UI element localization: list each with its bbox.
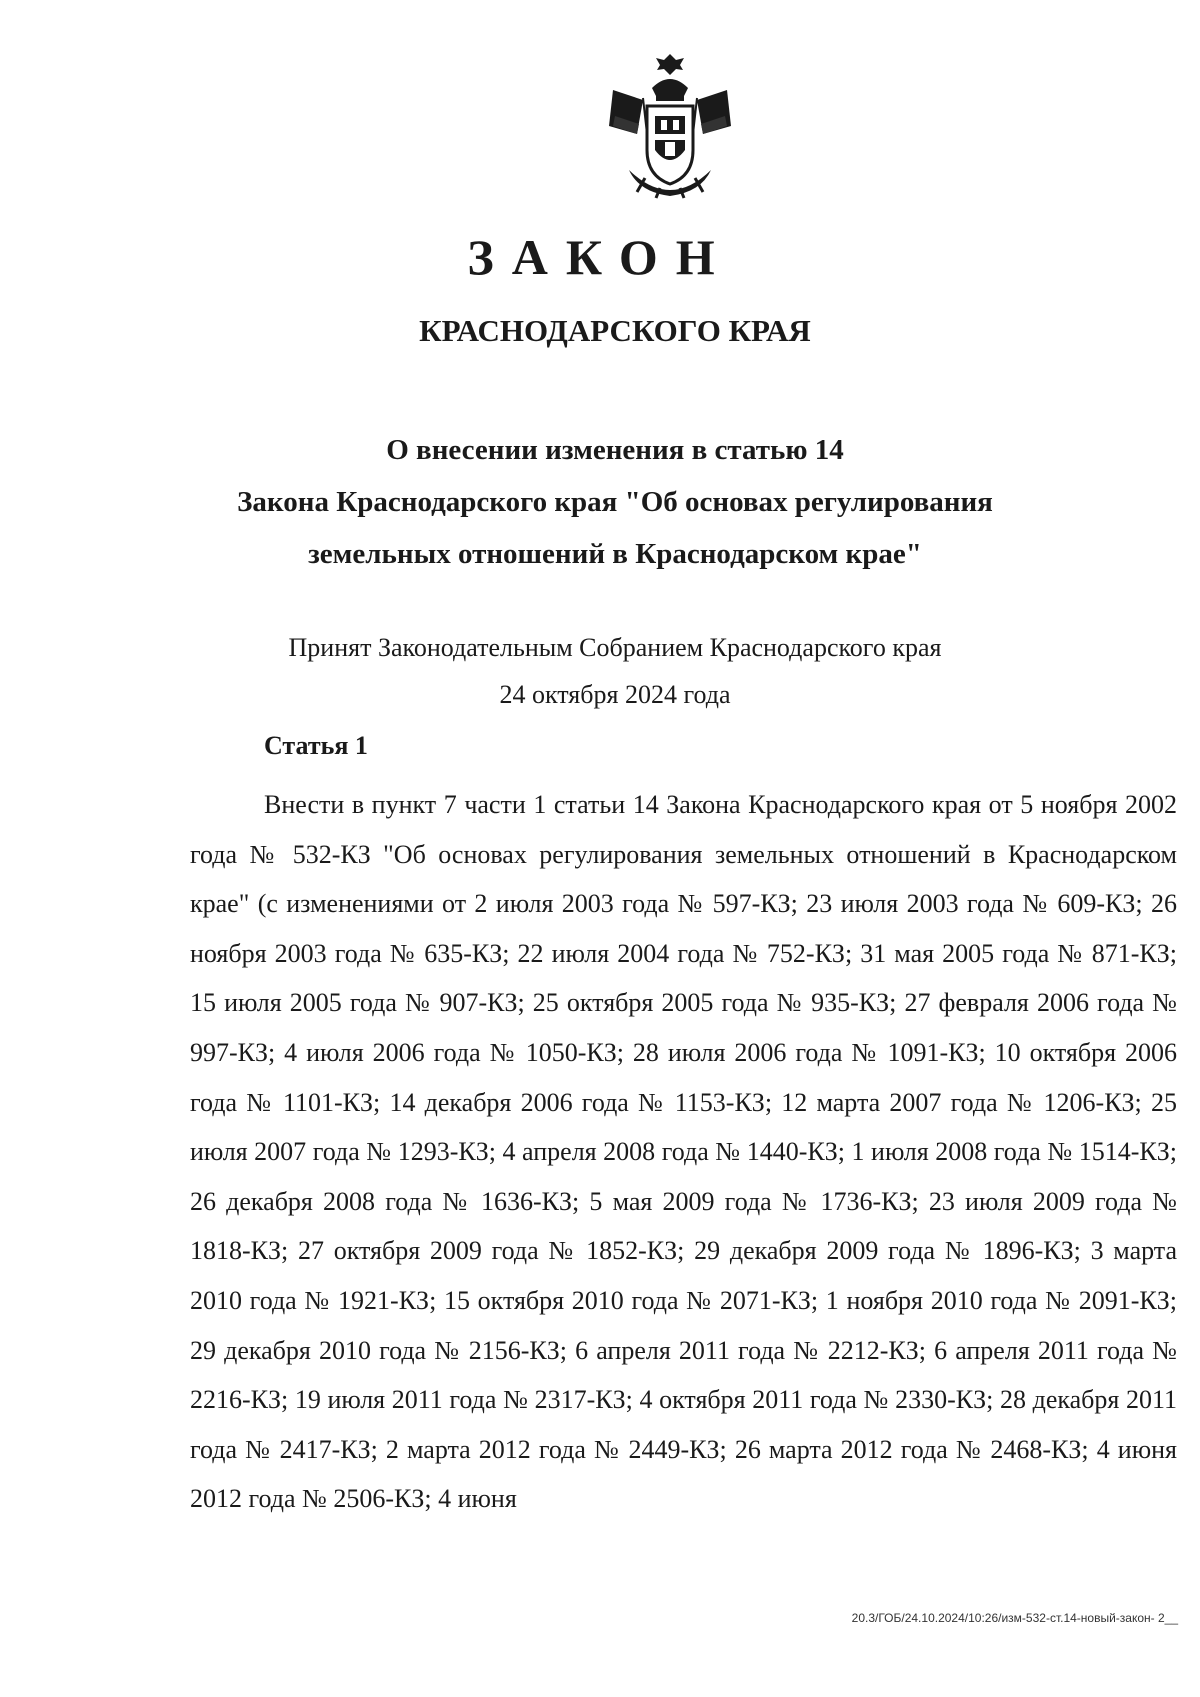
subject-line: земельных отношений в Краснодарском крае" [308,538,922,570]
adoption-date: 24 октября 2024 года [499,680,731,709]
coat-of-arms-emblem [605,50,735,200]
subject-line: Закона Краснодарского края "Об основах регулирования [237,486,993,518]
adoption-info [0,624,1200,718]
document-code: 20.3/ГОБ/24.10.2024/10:26/изм-532-ст.14-новый-закон- 2__ [851,1611,1178,1625]
article-title: Статья 1 [264,731,368,760]
article-text: Внести в пункт 7 части 1 статьи 14 Закона Краснодарского края от 5 ноября 2002 года № 532-КЗ "Об основах регулирования земельных отношений в Краснодарском крае" (с изменениями от 2 июля 2003 года № 597-КЗ; 23 июля 2003 года № 609-КЗ; 26 ноября 2003 года № 635-КЗ; 22 июля 2004 года № 752-КЗ; 31 мая 2005 года № 871-КЗ; 15 июля 2005 года № 907-КЗ; 25 октября 2005 года № 935-КЗ; 27 февраля 2006 года № 997-КЗ; 4 июля 2006 года № 1050-КЗ; 28 июля 2006 года № 1091-КЗ; 10 октября 2006 года № 1101-КЗ; 14 декабря 2006 года № 1153-КЗ; 12 марта 2007 года № 1206-КЗ; 25 июля 2007 года № 1293-КЗ; 4 апреля 2008 года № 1440-КЗ; 1 июля 2008 года № 1514-КЗ; 26 декабря 2008 года № 1636-КЗ; 5 мая 2009 года № 1736-КЗ; 23 июля 2009 года № 1818-КЗ; 27 октября 2009 года № 1852-КЗ; 29 декабря 2009 года № 1896-КЗ; 3 марта 2010 года № 1921-КЗ; 15 октября 2010 года № 2071-КЗ; 1 ноября 2010 года № 2091-КЗ; 29 декабря 2010 года № 2156-КЗ; 6 апреля 2011 года № 2212-КЗ; 6 апреля 2011 года № 2216-КЗ; 19 июля 2011 года № 2317-КЗ; 4 октября 2011 года № 2330-КЗ; 28 декабря 2011 года № 2417-КЗ; 2 марта 2012 года № 2449-КЗ; 26 марта 2012 года № 2468-КЗ; 4 июня 2012 года № 2506-КЗ; 4 июня [190,790,1177,1514]
adoption-body: Принят Законодательным Собранием Краснодарского края [288,633,942,662]
law-subject [0,424,1200,580]
subject-line: О внесении изменения в статью 14 [386,434,844,466]
region-title: КРАСНОДАРСКОГО КРАЯ [419,313,811,348]
law-title: ЗАКОН [467,229,733,285]
